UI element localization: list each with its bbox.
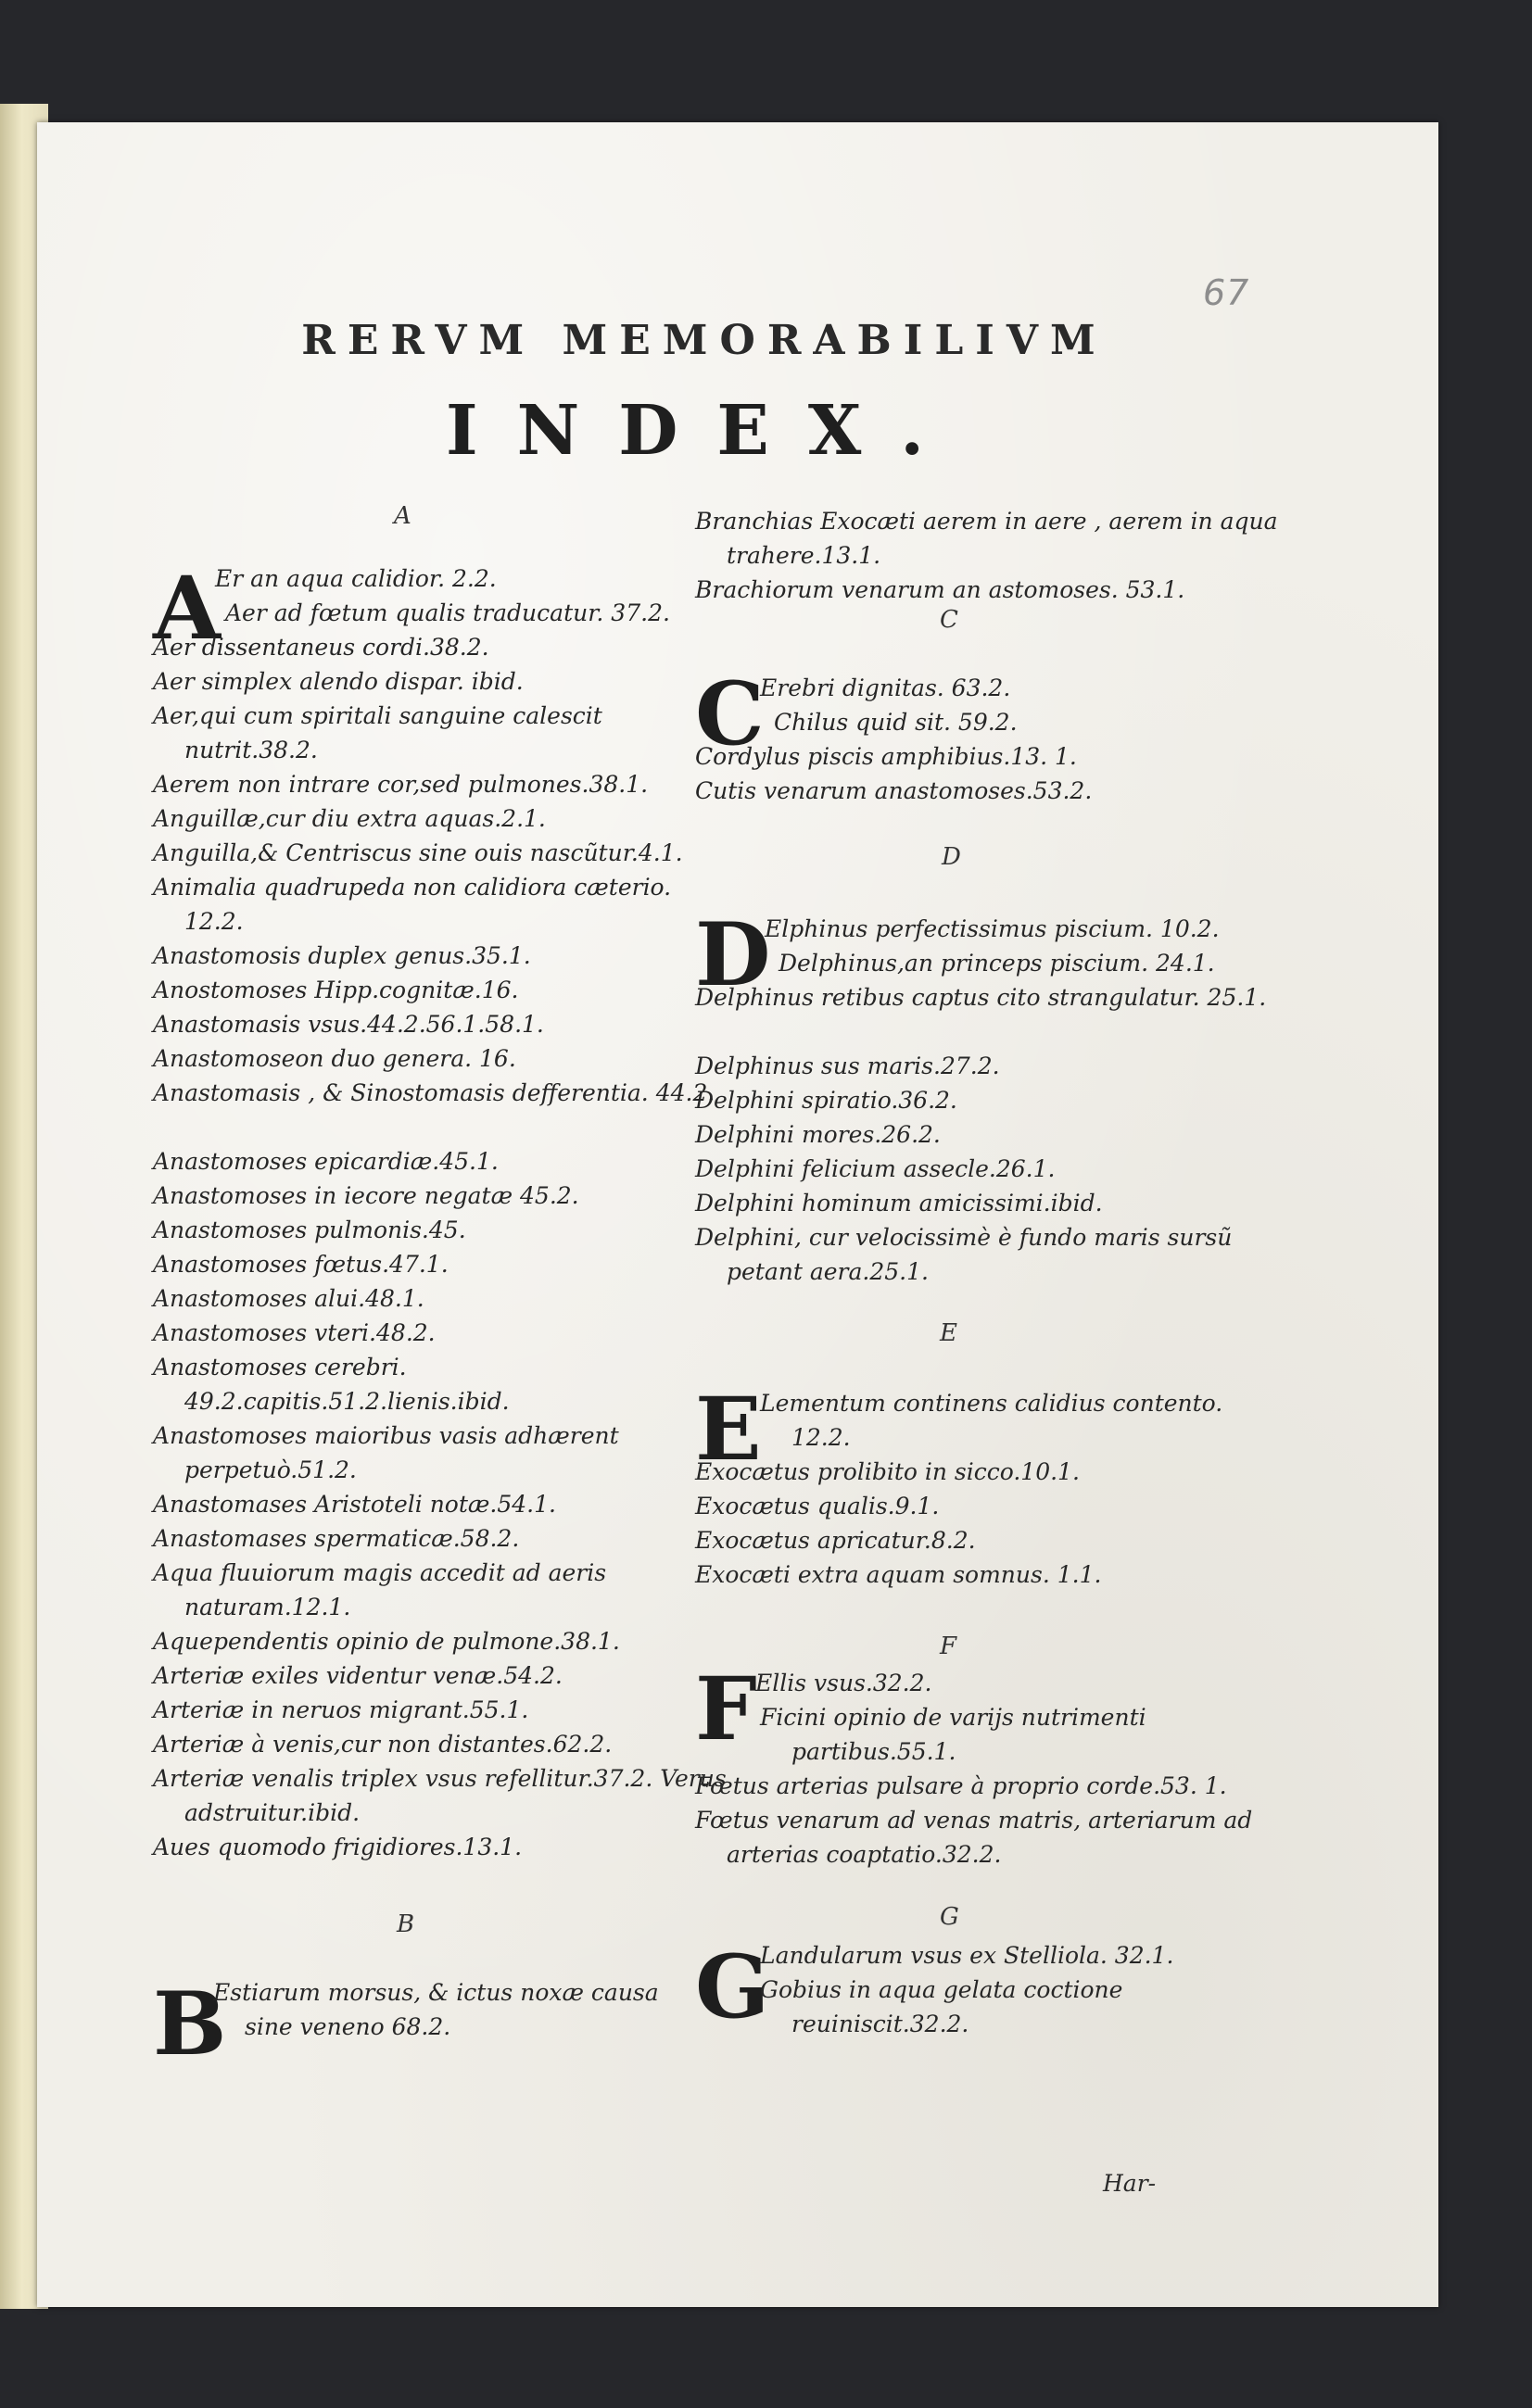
index-entry: Fœtus arterias pulsare à proprio corde.53. 1. <box>695 1772 1227 1799</box>
index-entry: Anastomoses cerebri. 49.2.capitis.51.2.lienis.ibid. <box>153 1354 510 1415</box>
index-entry: Anostomoses Hipp.cognitæ.16. <box>153 977 519 1003</box>
index-entry: Exocætus prolibito in sicco.10.1. <box>695 1458 1080 1485</box>
index-entry: Animalia quadrupeda non calidiora cæterio. 12.2. <box>153 874 672 935</box>
drop-cap-c: C <box>695 663 765 765</box>
index-entry: Delphinus sus maris.27.2. <box>695 1053 1000 1079</box>
index-entry: Aer,qui cum spiritali sanguine calescit nutrit.38.2. <box>153 702 602 763</box>
index-entry: Exocæti extra aquam somnus. 1.1. <box>695 1561 1102 1588</box>
index-entry: Anastomasis vsus.44.2.56.1.58.1. <box>153 1011 544 1038</box>
drop-cap-d: D <box>695 904 771 1006</box>
index-entry: Estiarum morsus, & ictus noxæ causa sine veneno 68.2. <box>213 1979 659 2040</box>
index-entry: Anastomasis , & Sinostomasis defferentia. 44.2. <box>153 1079 715 1106</box>
index-entry: Delphinus retibus captus cito strangulatur. 25.1. <box>695 984 1267 1011</box>
index-entry: Delphini mores.26.2. <box>695 1121 941 1148</box>
index-entry: Aquependentis opinio de pulmone.38.1. <box>153 1628 620 1655</box>
index-entry: Anastomoses epicardiæ.45.1. <box>153 1148 499 1175</box>
index-entry: Arteriæ exiles videntur venæ.54.2. <box>153 1662 563 1689</box>
index-entry: Elphinus perfectissimus piscium. 10.2. <box>765 915 1220 942</box>
index-entry: Delphinus,an princeps piscium. 24.1. <box>779 950 1215 977</box>
index-entry: Delphini, cur velocissimè è fundo maris sursũ petant aera.25.1. <box>695 1224 1233 1285</box>
index-entry: Ficini opinio de varijs nutrimenti partibus.55.1. <box>760 1704 1146 1765</box>
index-entry: Exocætus qualis.9.1. <box>695 1493 940 1519</box>
index-entry: Anastomoses in iecore negatæ 45.2. <box>153 1182 579 1209</box>
index-entry: Cordylus piscis amphibius.13. 1. <box>695 743 1077 770</box>
section-letter-c: C <box>940 606 958 634</box>
index-entry: Branchias Exocæti aerem in aere , aerem in aqua trahere.13.1. <box>695 508 1278 569</box>
index-entry: Aerem non intrare cor,sed pulmones.38.1. <box>153 771 649 798</box>
index-entry: Landularum vsus ex Stelliola. 32.1. <box>760 1942 1174 1969</box>
index-entry: Anastomases spermaticæ.58.2. <box>153 1525 520 1552</box>
index-entry: Aqua fluuiorum magis accedit ad aeris naturam.12.1. <box>153 1559 607 1620</box>
index-entry: Arteriæ in neruos migrant.55.1. <box>153 1696 529 1723</box>
title-line-2: INDEX. <box>445 391 963 471</box>
index-entry: Ellis vsus.32.2. <box>755 1670 932 1696</box>
title-line-1: RERVM MEMORABILIVM <box>301 317 1108 364</box>
index-entry: Aues quomodo frigidiores.13.1. <box>153 1834 523 1860</box>
drop-cap-a: A <box>153 558 221 660</box>
index-entry: Anastomoses maioribus vasis adhærent perpetuò.51.2. <box>153 1422 619 1483</box>
index-entry: Erebri dignitas. 63.2. <box>760 674 1011 701</box>
section-letter-a: A <box>394 502 411 530</box>
index-entry: Aer simplex alendo dispar. ibid. <box>153 668 524 695</box>
folio-number: 67 <box>1203 272 1250 313</box>
index-entry: Anastomoses vteri.48.2. <box>153 1319 436 1346</box>
catchword: Har- <box>1103 2170 1157 2197</box>
index-entry: Arteriæ venalis triplex vsus refellitur.37.2. Verus adstruitur.ibid. <box>153 1765 727 1826</box>
book-page <box>37 122 1438 2307</box>
section-letter-f: F <box>940 1633 957 1660</box>
section-letter-b: B <box>397 1910 415 1938</box>
drop-cap-f: F <box>695 1658 757 1760</box>
index-entry: Anguillæ,cur diu extra aquas.2.1. <box>153 805 546 832</box>
index-entry: Anastomosis duplex genus.35.1. <box>153 942 531 969</box>
index-entry: Exocætus apricatur.8.2. <box>695 1527 976 1554</box>
section-letter-e: E <box>940 1319 957 1347</box>
index-entry: Chilus quid sit. 59.2. <box>774 709 1018 736</box>
index-entry: Aer ad fœtum qualis traducatur. 37.2. <box>225 599 670 626</box>
index-entry: Aer dissentaneus cordi.38.2. <box>153 634 489 661</box>
section-letter-d: D <box>942 843 961 871</box>
index-entry: Anastomoseon duo genera. 16. <box>153 1045 516 1072</box>
index-entry: Delphini hominum amicissimi.ibid. <box>695 1190 1103 1217</box>
index-entry: Fœtus venarum ad venas matris, arteriarum ad arterias coaptatio.32.2. <box>695 1807 1253 1868</box>
index-entry: Brachiorum venarum an astomoses. 53.1. <box>695 576 1185 603</box>
index-entry: Lementum continens calidius contento. 12.2. <box>760 1390 1223 1451</box>
index-entry: Cutis venarum anastomoses.53.2. <box>695 777 1093 804</box>
index-entry: Gobius in aqua gelata coctione reuiniscit.32.2. <box>760 1976 1123 2037</box>
index-entry: Delphini felicium assecle.26.1. <box>695 1155 1056 1182</box>
drop-cap-e: E <box>695 1379 762 1481</box>
index-entry: Anastomases Aristoteli notæ.54.1. <box>153 1491 556 1518</box>
section-letter-g: G <box>940 1903 959 1931</box>
drop-cap-g: G <box>695 1936 770 2038</box>
index-entry: Er an aqua calidior. 2.2. <box>215 565 497 592</box>
index-entry: Anastomoses pulmonis.45. <box>153 1217 466 1243</box>
index-entry: Anastomoses fœtus.47.1. <box>153 1251 449 1278</box>
index-entry: Arteriæ à venis,cur non distantes.62.2. <box>153 1731 613 1758</box>
index-entry: Anastomoses alui.48.1. <box>153 1285 424 1312</box>
index-entry: Delphini spiratio.36.2. <box>695 1087 957 1114</box>
index-entry: Anguilla,& Centriscus sine ouis nascũtur.4.1. <box>153 839 683 866</box>
drop-cap-b: B <box>153 1973 227 2075</box>
